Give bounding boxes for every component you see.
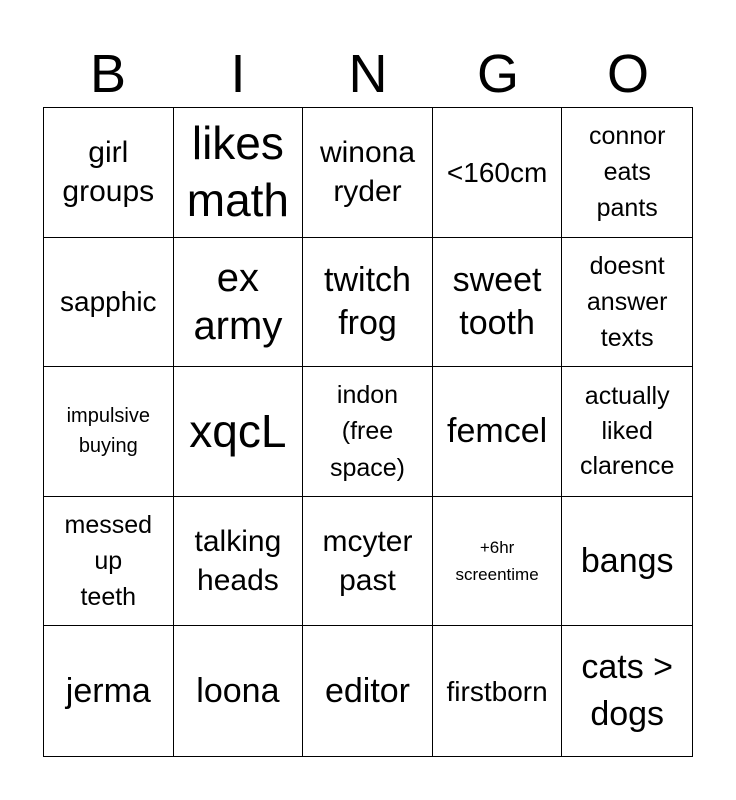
- cell-label: twitch frog: [324, 261, 411, 342]
- bingo-cell[interactable]: [174, 367, 304, 497]
- bingo-cell[interactable]: [44, 108, 174, 238]
- cell-label: femcel: [447, 412, 548, 451]
- cell-label: sapphic: [60, 286, 157, 318]
- cell-label: editor: [324, 671, 411, 710]
- bingo-cell[interactable]: [562, 497, 692, 627]
- bingo-cell[interactable]: [433, 238, 563, 368]
- cell-label: xqcL: [189, 404, 287, 457]
- bingo-cell[interactable]: [174, 626, 304, 756]
- cell-label: cats > dogs: [581, 647, 674, 734]
- bingo-cell[interactable]: [303, 367, 433, 497]
- bingo-cell[interactable]: [562, 367, 692, 497]
- bingo-cell[interactable]: [303, 238, 433, 368]
- header-letter-o: O: [606, 44, 649, 104]
- bingo-cell[interactable]: [433, 367, 563, 497]
- cell-label: doesnt answer texts: [586, 251, 668, 353]
- cell-label: jerma: [65, 671, 151, 710]
- cell-label: impulsive buying: [66, 405, 150, 458]
- bingo-cell[interactable]: [433, 108, 563, 238]
- cell-label: firstborn: [446, 675, 548, 707]
- cell-label: winona ryder: [319, 136, 416, 209]
- bingo-board: [43, 107, 693, 757]
- cell-label: <160cm: [446, 156, 548, 188]
- cell-label: indon (free space): [329, 381, 406, 482]
- bingo-cell[interactable]: [303, 626, 433, 756]
- bingo-cell[interactable]: [562, 238, 692, 368]
- bingo-cell[interactable]: [44, 626, 174, 756]
- bingo-cell[interactable]: [303, 497, 433, 627]
- bingo-cell[interactable]: [433, 626, 563, 756]
- bingo-cell[interactable]: [303, 108, 433, 238]
- bingo-cell[interactable]: [174, 497, 304, 627]
- bingo-cell[interactable]: [44, 238, 174, 368]
- cell-label: sweet tooth: [452, 261, 542, 342]
- cell-label: +6hr screentime: [455, 537, 539, 585]
- header-letter-g: G: [476, 44, 519, 104]
- cell-label: ex army: [193, 255, 283, 348]
- bingo-cell[interactable]: [44, 367, 174, 497]
- bingo-header: [43, 42, 693, 106]
- cell-label: actually liked clarence: [579, 381, 675, 480]
- cell-label: talking heads: [194, 525, 282, 598]
- cell-label: loona: [196, 671, 280, 710]
- header-letter-i: I: [230, 44, 246, 104]
- cell-label: girl groups: [62, 136, 155, 209]
- cell-label: likes math: [186, 116, 290, 227]
- header-letter-n: N: [348, 44, 388, 104]
- cell-label: mcyter past: [322, 525, 413, 598]
- header-letter-b: B: [89, 44, 127, 104]
- bingo-cell[interactable]: [433, 497, 563, 627]
- bingo-cell[interactable]: [174, 108, 304, 238]
- bingo-cell[interactable]: [174, 238, 304, 368]
- bingo-cell[interactable]: [562, 108, 692, 238]
- cell-label: connor eats pants: [588, 121, 666, 223]
- cell-label: bangs: [580, 541, 674, 580]
- bingo-cell[interactable]: [44, 497, 174, 627]
- cell-label: messed up teeth: [64, 510, 153, 612]
- bingo-cell[interactable]: [562, 626, 692, 756]
